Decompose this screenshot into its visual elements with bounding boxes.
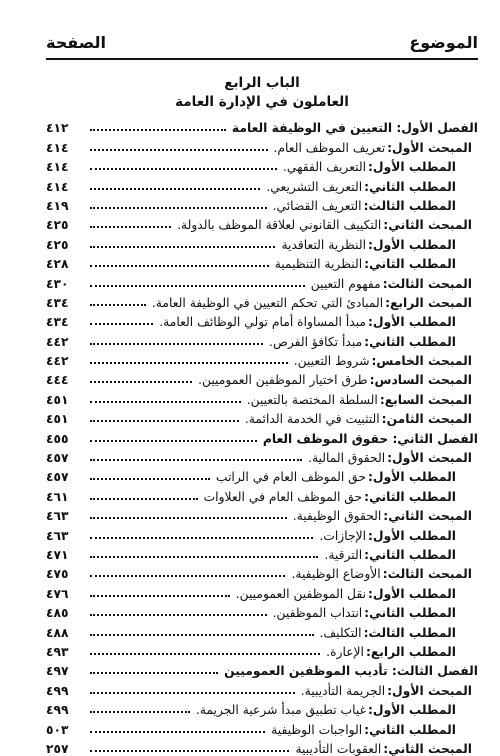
toc-entry-label: المطلب الثالث: — [363, 198, 456, 213]
toc-page-number: ٤٤٢ — [46, 334, 69, 349]
toc-entry — [46, 504, 478, 523]
toc-entry — [46, 543, 478, 562]
part-title: الباب الرابع — [224, 75, 300, 91]
toc-entry — [46, 581, 478, 600]
toc-entry — [46, 368, 478, 387]
toc-entry-title: المبادئ التي تحكم التعيين في الوظيفة العامة. — [151, 295, 384, 310]
toc-entry-label: المطلب الأول: — [368, 586, 456, 601]
toc-entry-title: نقل الموظفين العموميين. — [235, 586, 367, 601]
toc-entry — [46, 155, 478, 174]
toc-page-number: ٤٣٠ — [46, 276, 69, 291]
toc-entry — [46, 291, 478, 310]
dot-leader — [90, 420, 239, 422]
dot-leader — [90, 207, 267, 209]
dot-leader — [90, 285, 305, 287]
dot-leader — [90, 226, 171, 228]
toc-entry-label: المبحث الأول: — [387, 683, 472, 698]
toc-entry — [46, 698, 478, 717]
toc-entry-label: المطلب الثالث: — [363, 625, 456, 640]
dot-leader — [90, 478, 210, 480]
toc-entry-title: التعريف القضائي. — [272, 198, 362, 213]
toc-entry-title: التثبيت في الخدمة الدائمة. — [244, 412, 380, 427]
toc-entry — [46, 659, 478, 678]
toc-entry-title: طرق اختيار الموظفين العموميين. — [198, 373, 368, 388]
toc-entry — [46, 116, 478, 135]
toc-entry — [46, 678, 478, 697]
header-rule — [46, 58, 478, 60]
toc-page-number: ٢٥٧ — [46, 741, 69, 756]
toc-entry-label: المطلب الأول: — [368, 528, 456, 543]
toc-entry-label: المطلب الأول: — [368, 470, 456, 485]
toc-entry — [46, 174, 478, 193]
toc-page-number: ٤٣٤ — [46, 315, 69, 330]
toc-entry-label: المبحث الأول: — [387, 140, 472, 155]
dot-leader — [90, 188, 260, 190]
toc-entry — [46, 310, 478, 329]
toc-entry-label: الفصل الأول: التعيين في الوظيفة العامة — [231, 121, 478, 136]
dot-leader — [90, 653, 320, 655]
toc-page-number: ٤١٤ — [46, 140, 69, 155]
toc-entry — [46, 252, 478, 271]
dot-leader — [90, 459, 302, 461]
toc-page-number: ٤٥١ — [46, 392, 69, 407]
toc-entry-title: الجريمة التأديبية. — [300, 683, 386, 698]
toc-entry-title: الواجبات الوظيفية — [271, 722, 363, 737]
toc-entry — [46, 232, 478, 251]
toc-entry-label: المبحث الثاني: — [383, 741, 472, 756]
toc-entry — [46, 271, 478, 290]
toc-page-number: ٤٣٤ — [46, 295, 69, 310]
toc-entry-label: المبحث الثالث: — [382, 567, 472, 582]
toc-entry — [46, 407, 478, 426]
dot-leader — [90, 498, 198, 500]
toc-page-number: ٤٥٧ — [46, 470, 69, 485]
toc-entry-label: المبحث الخامس: — [371, 354, 472, 369]
toc-entry-title: التعريف التشريعي. — [266, 179, 363, 194]
toc-entry-label: المطلب الثاني: — [364, 547, 456, 562]
dot-leader — [90, 304, 146, 306]
toc-entry-label: المطلب الثاني: — [364, 257, 456, 272]
dot-leader — [90, 595, 230, 597]
toc-entry-title: شروط التعيين. — [293, 354, 370, 369]
toc-page-number: ٤٤٢ — [46, 354, 69, 369]
toc-entry — [46, 426, 478, 445]
dot-leader — [90, 129, 226, 131]
part-heading — [46, 74, 478, 112]
page-header — [46, 24, 478, 52]
toc-entry-title: التعريف الفقهي. — [282, 160, 367, 175]
toc-page-number: ٤٩٧ — [46, 664, 69, 679]
part-subtitle: العاملون في الإدارة العامة — [175, 94, 349, 110]
toc-page-number: ٤١٤ — [46, 179, 69, 194]
dot-leader — [90, 711, 190, 713]
toc-entry-title: التكليف. — [319, 625, 362, 640]
toc-entry-title: الإعارة. — [326, 644, 364, 659]
toc-page-number: ٤١٢ — [46, 121, 69, 136]
toc-page-number: ٤٧٥ — [46, 567, 69, 582]
toc-entry-title: الأوضاع الوظيفية. — [291, 567, 381, 582]
toc-entry-label: المطلب الأول: — [368, 237, 456, 252]
dot-leader — [90, 381, 192, 383]
toc-page-number: ٤١٤ — [46, 160, 69, 175]
toc-entry-title: انتداب الموظفين. — [272, 606, 363, 621]
toc-page-number: ٤٧١ — [46, 547, 69, 562]
toc-page-number: ٤٥٥ — [46, 431, 69, 446]
toc-entry-title: مبدأ المساواة أمام تولي الوظائف العامة. — [159, 315, 367, 330]
dot-leader — [90, 634, 314, 636]
toc-page-number: ٤٢٨ — [46, 257, 69, 272]
toc-entry-label: المبحث السادس: — [369, 373, 472, 388]
toc-entry-title: الإجازات. — [319, 528, 367, 543]
toc-page-number: ٤٢٥ — [46, 218, 69, 233]
toc-entry-title: النظرية التعاقدية — [281, 237, 367, 252]
toc-entry — [46, 562, 478, 581]
toc-entry — [46, 717, 478, 736]
toc-entry-label: المبحث الثامن: — [381, 412, 472, 427]
toc-entry-label: المطلب الأول: — [368, 315, 456, 330]
dot-leader — [90, 575, 285, 577]
dot-leader — [90, 750, 289, 752]
toc-entry-label: المبحث الرابع: — [385, 295, 472, 310]
topic-heading: الموضوع — [409, 33, 478, 52]
toc-page-number: ٤٧٦ — [46, 586, 69, 601]
dot-leader — [90, 362, 288, 364]
dot-leader — [90, 731, 265, 733]
toc-entry — [46, 640, 478, 659]
dot-leader — [90, 246, 275, 248]
toc-entry-label: المطلب الثاني: — [364, 606, 456, 621]
toc-entry-title: الترقية. — [324, 547, 363, 562]
toc-page-number: ٤٩٩ — [46, 683, 69, 698]
toc-entry-label: الفصل الثالث: تأديب الموظفين العموميين — [224, 664, 478, 679]
toc-entry-title: العقوبات التأديبية — [295, 741, 382, 756]
toc-entry-label: المطلب الثاني: — [364, 334, 456, 349]
toc-entry — [46, 213, 478, 232]
dot-leader — [90, 556, 318, 558]
toc-entry-label: المطلب الثاني: — [364, 722, 456, 737]
toc-entry-title: الحقوق الوظيفية. — [292, 509, 382, 524]
toc-entry-label: المبحث الثاني: — [383, 218, 472, 233]
dot-leader — [90, 692, 295, 694]
toc-entry-title: السلطة المختصة بالتعيين. — [246, 392, 378, 407]
toc-entry-title: النظرية التنظيمية — [274, 257, 363, 272]
toc-entry-label: المطلب الأول: — [368, 703, 456, 718]
dot-leader — [90, 440, 257, 442]
table-of-contents — [46, 116, 478, 756]
toc-entry-title: مبدأ تكافؤ الفرص. — [269, 334, 363, 349]
toc-entry-title: الحقوق المالية. — [308, 451, 386, 466]
toc-entry-label: المبحث الثالث: — [382, 276, 472, 291]
toc-entry-title: مفهوم التعيين — [310, 276, 381, 291]
toc-entry — [46, 387, 478, 406]
toc-entry-label: المبحث الأول: — [387, 451, 472, 466]
toc-page-number: ٤٦٣ — [46, 509, 69, 524]
toc-page-number: ٤٩٩ — [46, 703, 69, 718]
toc-entry — [46, 194, 478, 213]
toc-entry — [46, 446, 478, 465]
toc-page-number: ٤٥٧ — [46, 451, 69, 466]
toc-entry — [46, 737, 478, 756]
toc-page-number: ٤١٩ — [46, 198, 69, 213]
toc-entry — [46, 620, 478, 639]
toc-entry-title: تعريف الموظف العام. — [273, 140, 386, 155]
toc-entry-title: غياب تطبيق مبدأ شرعية الجريمة. — [195, 703, 367, 718]
toc-page-number: ٤٤٤ — [46, 373, 69, 388]
page-heading: الصفحة — [46, 33, 107, 52]
dot-leader — [90, 265, 269, 267]
dot-leader — [90, 343, 263, 345]
dot-leader — [90, 401, 241, 403]
toc-page-number: ٤٦٣ — [46, 528, 69, 543]
toc-entry-title: حق الموظف العام في الراتب — [215, 470, 367, 485]
dot-leader — [90, 323, 153, 325]
toc-page-number: ٤٢٥ — [46, 237, 69, 252]
dot-leader — [90, 149, 268, 151]
toc-page-number: ٤٩٣ — [46, 644, 69, 659]
dot-leader — [90, 614, 267, 616]
toc-entry — [46, 484, 478, 503]
toc-entry — [46, 523, 478, 542]
toc-page-number: ٤٨٥ — [46, 606, 69, 621]
toc-entry-label: المطلب الرابع: — [365, 644, 456, 659]
toc-entry-label: المبحث الثاني: — [383, 509, 472, 524]
dot-leader — [90, 537, 313, 539]
toc-entry — [46, 465, 478, 484]
toc-page-number: ٤٨٨ — [46, 625, 69, 640]
dot-leader — [90, 168, 277, 170]
toc-entry — [46, 329, 478, 348]
toc-entry-label: الفصل الثاني: حقوق الموظف العام — [262, 431, 478, 446]
dot-leader — [90, 672, 218, 674]
dot-leader — [90, 517, 287, 519]
toc-entry — [46, 601, 478, 620]
toc-entry — [46, 135, 478, 154]
toc-page-number: ٥٠٣ — [46, 722, 69, 737]
toc-entry — [46, 349, 478, 368]
toc-entry-title: التكييف القانوني لعلاقة الموظف بالدولة. — [177, 218, 382, 233]
toc-entry-label: المطلب الأول: — [368, 160, 456, 175]
toc-entry-label: المطلب الثاني: — [364, 489, 456, 504]
toc-page-number: ٤٥١ — [46, 412, 69, 427]
toc-entry-label: المطلب الثاني: — [364, 179, 456, 194]
toc-entry-label: المبحث السابع: — [379, 392, 472, 407]
toc-entry-title: حق الموظف العام في العلاوات — [203, 489, 363, 504]
toc-page-number: ٤٦١ — [46, 489, 69, 504]
